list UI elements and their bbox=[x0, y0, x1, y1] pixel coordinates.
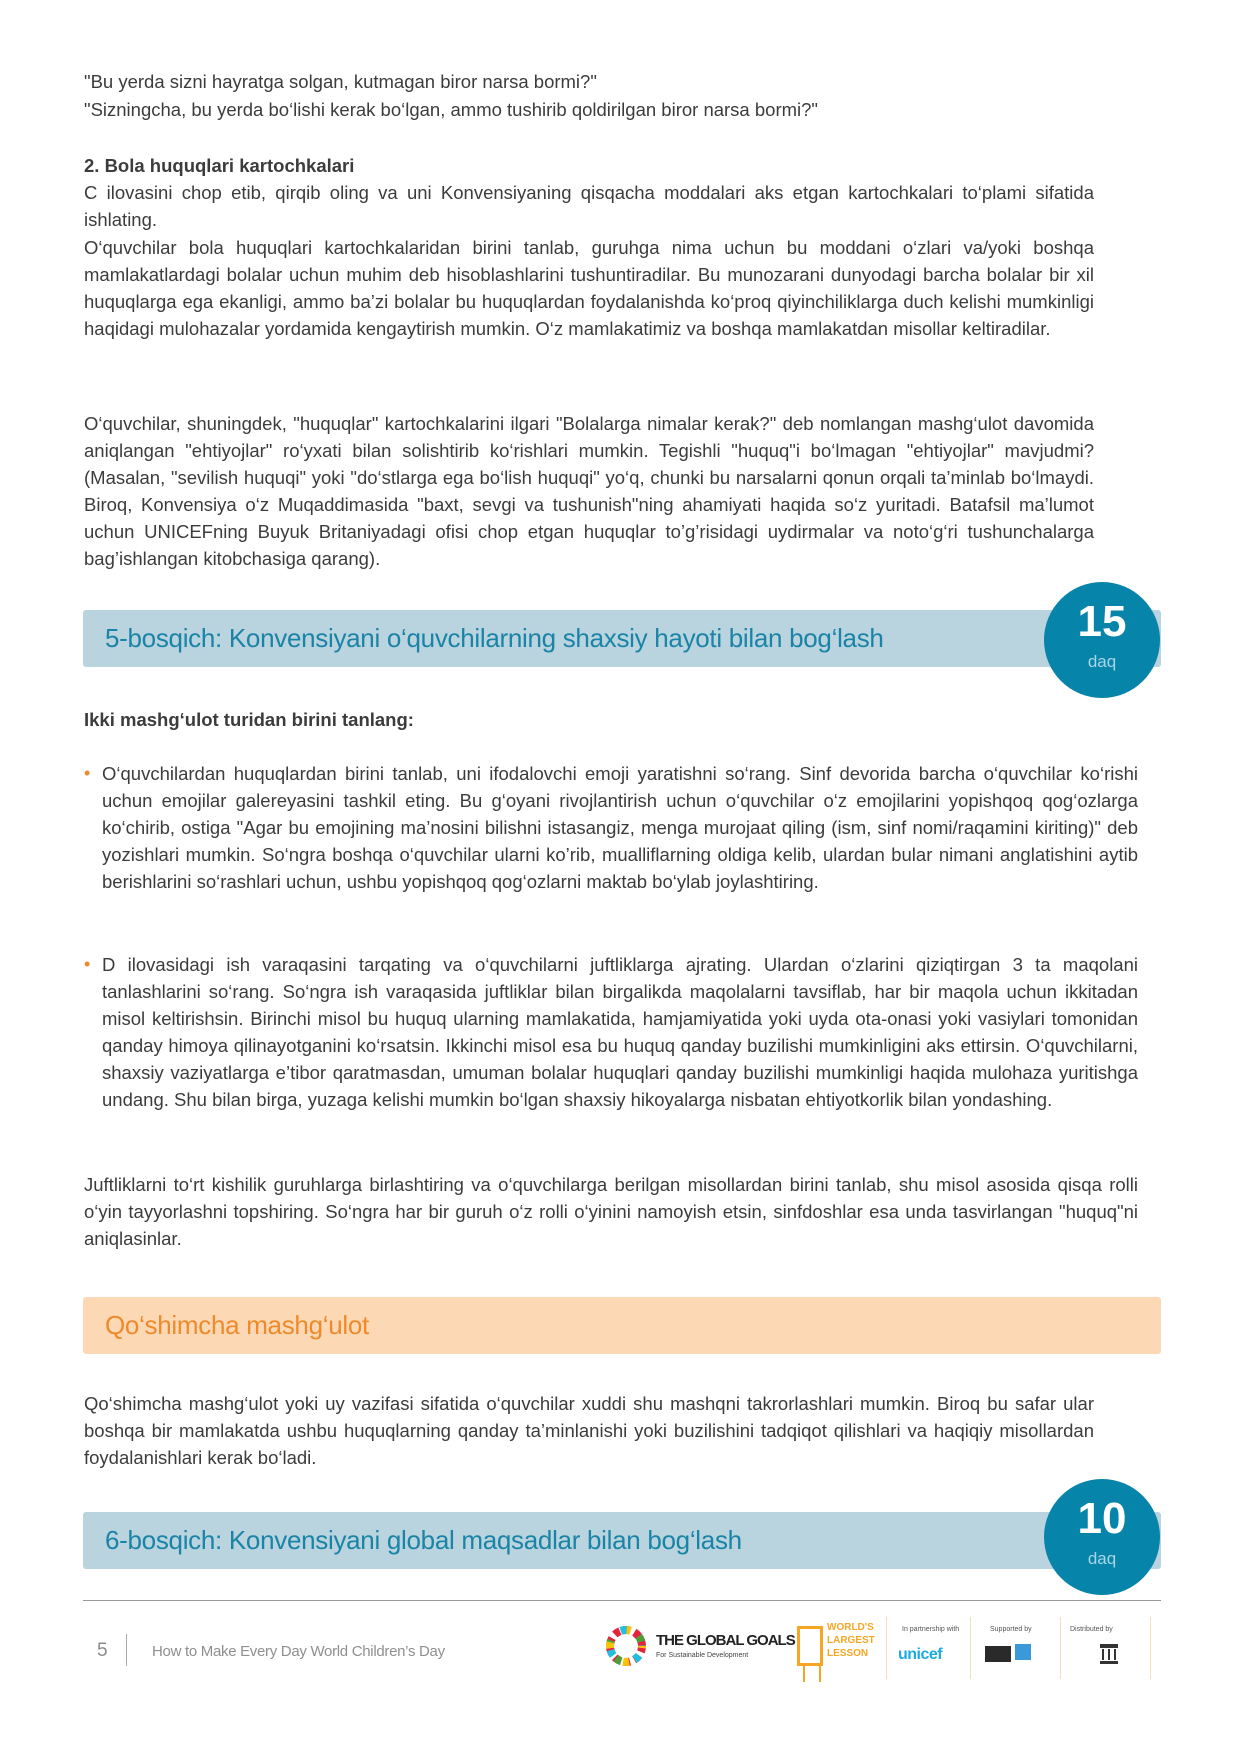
step6-duration-badge bbox=[1044, 1479, 1160, 1595]
footer-doc-title: How to Make Every Day World Children’s Day bbox=[152, 1643, 445, 1660]
section-heading-rights-cards: 2. Bola huquqlari kartochkalari bbox=[84, 155, 355, 176]
step5-duration-badge bbox=[1044, 582, 1160, 698]
extra-activity-text: Qo‘shimcha mashg‘ulot yoki uy vazifasi sifatida o‘quvchilar xuddi shu mashqni takrorlashlari mumkin. Biroq bu safar ular boshqa bir mamlakatda ushbu huquqlarning qanday ta’minlanishi yoki buzilishini tadqiqot qilishlari va haqiqiy misollardan foydalanishlari kerak bo‘ladi. bbox=[84, 1393, 1094, 1468]
step6-duration: 10 bbox=[1077, 1494, 1127, 1543]
lesson-book-icon bbox=[797, 1626, 823, 1666]
global-goals-logo bbox=[604, 1624, 795, 1668]
supporter-logo bbox=[985, 1642, 1035, 1664]
wll-line-3: LESSON bbox=[827, 1648, 869, 1659]
intro-question-2: "Sizningcha, bu yerda bo‘lishi kerak bo‘lgan, ammo tushirib qoldirilgan biror narsa bormi?" bbox=[84, 99, 818, 120]
distributed-caption: Distributed by bbox=[1070, 1626, 1113, 1633]
logo-separator bbox=[1150, 1617, 1151, 1679]
footer-separator bbox=[126, 1634, 127, 1666]
bullet-dot-icon: • bbox=[84, 763, 91, 783]
global-goals-title: THE GLOBAL GOALS bbox=[656, 1632, 795, 1649]
global-goals-subtitle: For Sustainable Development bbox=[656, 1652, 749, 1659]
step6-title: 6-bosqich: Konvensiyani global maqsadlar bilan bog‘lash bbox=[105, 1525, 742, 1555]
extra-activity-band bbox=[83, 1297, 1161, 1354]
supported-caption: Supported by bbox=[990, 1626, 1032, 1633]
step5-lead: Ikki mashg‘ulot turidan birini tanlang: bbox=[84, 709, 414, 730]
unesco-temple-icon bbox=[1100, 1644, 1120, 1666]
logo-separator bbox=[1060, 1617, 1061, 1679]
unicef-logo: unicef bbox=[898, 1646, 943, 1663]
step5-duration: 15 bbox=[1077, 597, 1127, 646]
wll-line-2: LARGEST bbox=[827, 1635, 875, 1646]
step5-title: 5-bosqich: Konvensiyani o‘quvchilarning shaxsiy hayoti bilan bog‘lash bbox=[105, 623, 884, 653]
step6-header-band bbox=[83, 1512, 1161, 1569]
step5-header-band bbox=[83, 610, 1161, 667]
step6-duration-unit: daq bbox=[1087, 1549, 1117, 1568]
section2-paragraph-1: C ilovasini chop etib, qirqib oling va uni Konvensiyaning qisqacha moddalari aks etgan kartochkalari to‘plami sifatida ishlating. bbox=[84, 182, 1094, 230]
logo-separator bbox=[886, 1617, 887, 1679]
footer-divider bbox=[83, 1600, 1161, 1601]
wll-line-1: WORLD'S bbox=[827, 1622, 874, 1633]
section2-paragraph-3: O‘quvchilar, shuningdek, "huquqlar" kartochkalarini ilgari "Bolalarga nimalar kerak?" deb nomlangan mashg‘ulot davomida aniqlangan "ehtiyojlar" ro‘yxati bilan solishtirib ko‘rishlari mumkin. Tegishli "huquq"i bo‘lmagan "ehtiyojlar" mavjudmi? (Masalan, "sevilish huquqi" yoki "do‘stlarga ega bo‘lish huquqi" yo‘q, chunki bu narsalarni qonun orqali ta’minlab bo‘lmaydi. Biroq, Konvensiya o‘z Muqaddimasida "baxt, sevgi va tushunish"ning ahamiyati haqida so‘z yuritadi. Batafsil ma’lumot uchun UNICEFning Buyuk Britaniyadagi ofisi chop etgan huquqlar to’g’risidagi uydirmalar va noto‘g‘ri tushunchalarga bag’ishlangan kitobchasiga qarang). bbox=[84, 413, 1094, 569]
supporter-mark-blue bbox=[1015, 1644, 1031, 1660]
step5-bullet-1-text: O‘quvchilardan huquqlardan birini tanlab, uni ifodalovchi emoji yaratishni so‘rang. Sinf devorida barcha o‘quvchilar ko‘rishi uchun emojilar galereyasini tashkil eting. Bu g‘oyani rivojlantirish uchun o‘quvchilar o‘z emojilarini yopishqoq qog‘ozlarga ko‘chirib, ostiga "Agar bu emojining ma’nosini bilishni istasangiz, menga murojaat qiling (ism, sinf nomi/raqamini kiriting)" deb yozishlari mumkin. So‘ngra boshqa o‘quvchilar ularni ko’rib, mualliflarning oldiga kelib, ulardan bular nimani anglatishini aytib berishlarini so‘rashlari uchun, ushbu yopishqoq qog‘ozlarni maktab bo‘ylab joylashtiring. bbox=[102, 763, 1138, 892]
sdg-wheel-icon bbox=[604, 1624, 648, 1668]
extra-activity-title: Qo‘shimcha mashg‘ulot bbox=[105, 1310, 369, 1340]
step5-bullet-1 bbox=[84, 760, 1138, 895]
section2-paragraph-2: O‘quvchilar bola huquqlari kartochkalaridan birini tanlab, guruhga nima uchun bu moddani o‘zlari va/yoki boshqa mamlakatlardagi bolalar uchun muhim deb hisoblashlarini tushuntiradilar. Bu munozarani dunyodagi barcha bolalar bir xil huquqlarga ega ekanligi, ammo ba’zi bolalar bu huquqlardan foydalanishda ko‘proq qiyinchiliklarga duch kelishi mumkinligi haqidagi mulohazalar yordamida kengaytirish mumkin. O‘z mamlakatimiz va boshqa mamlakatdan misollar keltiradilar. bbox=[84, 237, 1094, 339]
supporter-mark-dark bbox=[985, 1646, 1011, 1662]
step5-bullet-2 bbox=[84, 951, 1138, 1113]
step5-bullet-2-text: D ilovasidagi ish varaqasini tarqating va o‘quvchilarni juftliklarga ajrating. Ulardan o‘zlarini qiziqtirgan 3 ta maqolani tanlashlarini so‘rang. So‘ngra ish varaqasida juftliklar bilan birgalikda maqolalarni tavsiflab, har bir maqola uchun ikkitadan misol keltirishsin. Birinchi misol bu huquq ularning mamlakatida, hamjamiyatida yoki uyda ota-onasi yoki vasiylari tomonidan qanday himoya qilinayotganini ko‘rsatsin. Ikkinchi misol esa bu huquq qanday buzilishi mumkinligini aks ettirsin. O‘quvchilarni, shaxsiy vaziyatlarga e’tibor qaratmasdan, umuman bolalar huquqlari qanday buzilishi mumkinligi haqida mulohaza yuritishga undang. Shu bilan birga, yuzaga kelishi mumkin bo‘lgan shaxsiy hikoyalarga nisbatan ehtiyotkorlik bilan yondashing. bbox=[102, 954, 1138, 1110]
worlds-largest-lesson-logo bbox=[795, 1620, 885, 1686]
bullet-dot-icon: • bbox=[84, 954, 91, 974]
partner-caption: In partnership with bbox=[902, 1626, 960, 1633]
step5-duration-unit: daq bbox=[1087, 652, 1117, 671]
page-number: 5 bbox=[97, 1640, 108, 1661]
step5-closing-paragraph: Juftliklarni to‘rt kishilik guruhlarga birlashtiring va o‘quvchilarga berilgan misollardan birini tanlab, shu misol asosida qisqa rolli o‘yin tayyorlashni topshiring. So‘ngra har bir guruh o‘z rolli o‘yinini namoyish etsin, sinfdoshlar esa unda tasvirlangan "huquq"ni aniqlasinlar. bbox=[84, 1174, 1138, 1249]
intro-question-1: "Bu yerda sizni hayratga solgan, kutmagan biror narsa bormi?" bbox=[84, 71, 597, 92]
lesson-stand-icon bbox=[803, 1666, 821, 1682]
logo-separator bbox=[970, 1617, 971, 1679]
